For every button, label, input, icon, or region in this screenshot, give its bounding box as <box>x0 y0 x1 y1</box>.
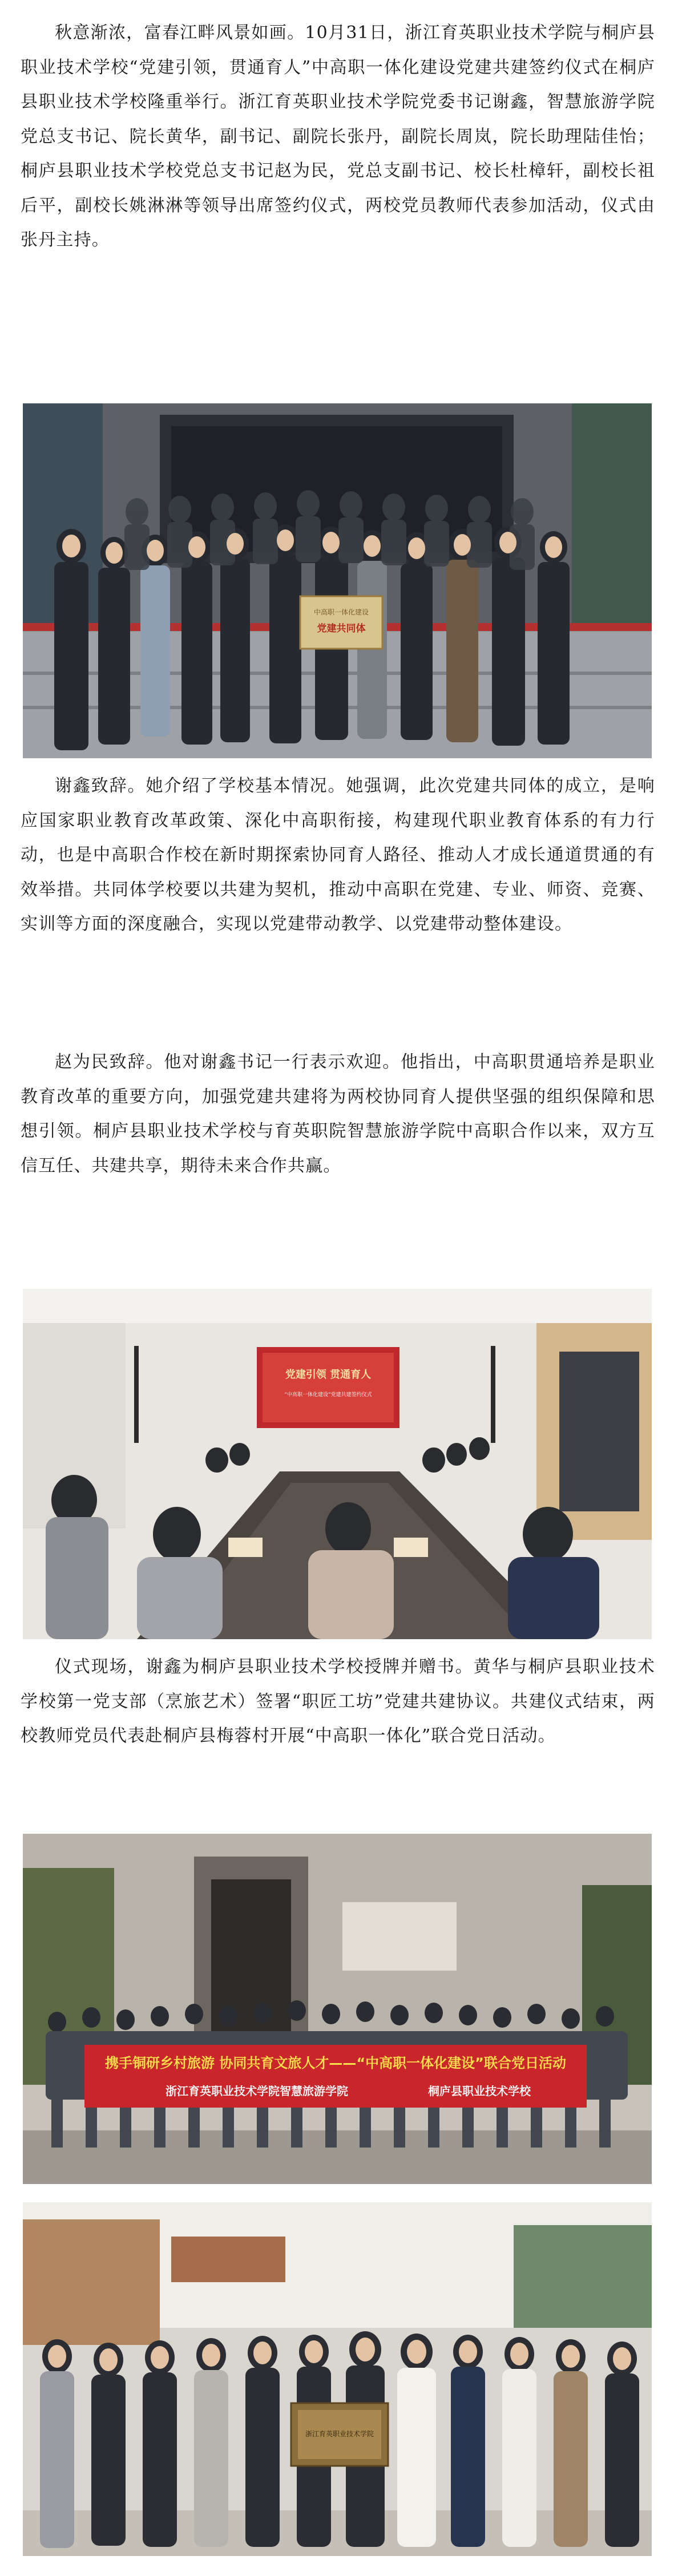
final-group-illustration <box>23 2202 652 2556</box>
award-placard-text: 浙江育英职业技术学院 <box>305 2430 374 2438</box>
speech-zhao-paragraph: 赵为民致辞。他对谢鑫书记一行表示欢迎。他指出，中高职贯通培养是职业教育改革的重要方向，加强党建共建将为两校协同育人提供坚强的组织保障和思想引领。桐庐县职业技术学校与育英职院智慧旅游学院中高职合作以来，双方互信互任、共建共享，期待未来合作共赢。 <box>21 1052 655 1176</box>
banner-left-org: 浙江育英职业技术学院智慧旅游学院 <box>166 2084 348 2098</box>
meeting-photo <box>23 1289 652 1639</box>
screen-subtitle: “中高职一体化建设”党建共建签约仪式 <box>284 1392 372 1398</box>
outdoor-banner-photo <box>23 1834 652 2184</box>
meeting-photo-illustration <box>23 1289 652 1639</box>
event-banner <box>84 2045 587 2108</box>
placard <box>300 596 382 649</box>
group-photo <box>23 403 652 758</box>
intro-paragraph: 秋意渐浓，富春江畔风景如画。10月31日，浙江育英职业技术学院与桐庐县职业技术学校“党建引领，贯通育人”中高职一体化建设党建共建签约仪式在桐庐县职业技术学校隆重举行。浙江育英职业技术学院党委书记谢鑫，智慧旅游学院党总支书记、院长黄华，副书记、副院长张丹，副院长周岚，院长助理陆佳怡；桐庐县职业技术学校党总支书记赵为民，党总支副书记、校长杜樟轩，副校长祖后平，副校长姚淋淋等领导出席签约仪式，两校党员教师代表参加活动，仪式由张丹主持。 <box>21 23 655 250</box>
banner-headline: 携手铜研乡村旅游 协同共育文旅人才——“中高职一体化建设”联合党日活动 <box>105 2055 566 2071</box>
screen-title: 党建引领 贯通育人 <box>285 1369 372 1381</box>
placard-line1: 中高职一体化建设 <box>313 608 369 616</box>
group-photo-illustration <box>23 403 652 758</box>
outdoor-banner-illustration <box>23 1834 652 2184</box>
ceremony-paragraph: 仪式现场，谢鑫为桐庐县职业技术学校授牌并赠书。黄华与桐庐县职业技术学校第一党支部（烹旅艺术）签署“职匠工坊”党建共建协议。共建仪式结束，两校教师党员代表赴桐庐县梅蓉村开展“中高职一体化”联合党日活动。 <box>21 1657 655 1746</box>
banner-right-org: 桐庐县职业技术学校 <box>428 2084 531 2098</box>
speech-xie-paragraph: 谢鑫致辞。她介绍了学校基本情况。她强调，此次党建共同体的成立，是响应国家职业教育改革政策、深化中高职衔接，构建现代职业教育体系的有力行动，也是中高职合作校在新时期探索协同育人路径、推动人才成长通道贯通的有效举措。共同体学校要以共建为契机，推动中高职在党建、专业、师资、竞赛、实训等方面的深度融合，实现以党建带动教学、以党建带动整体建设。 <box>21 776 655 934</box>
placard-line2: 党建共同体 <box>317 623 366 634</box>
final-group-photo <box>23 2202 652 2556</box>
